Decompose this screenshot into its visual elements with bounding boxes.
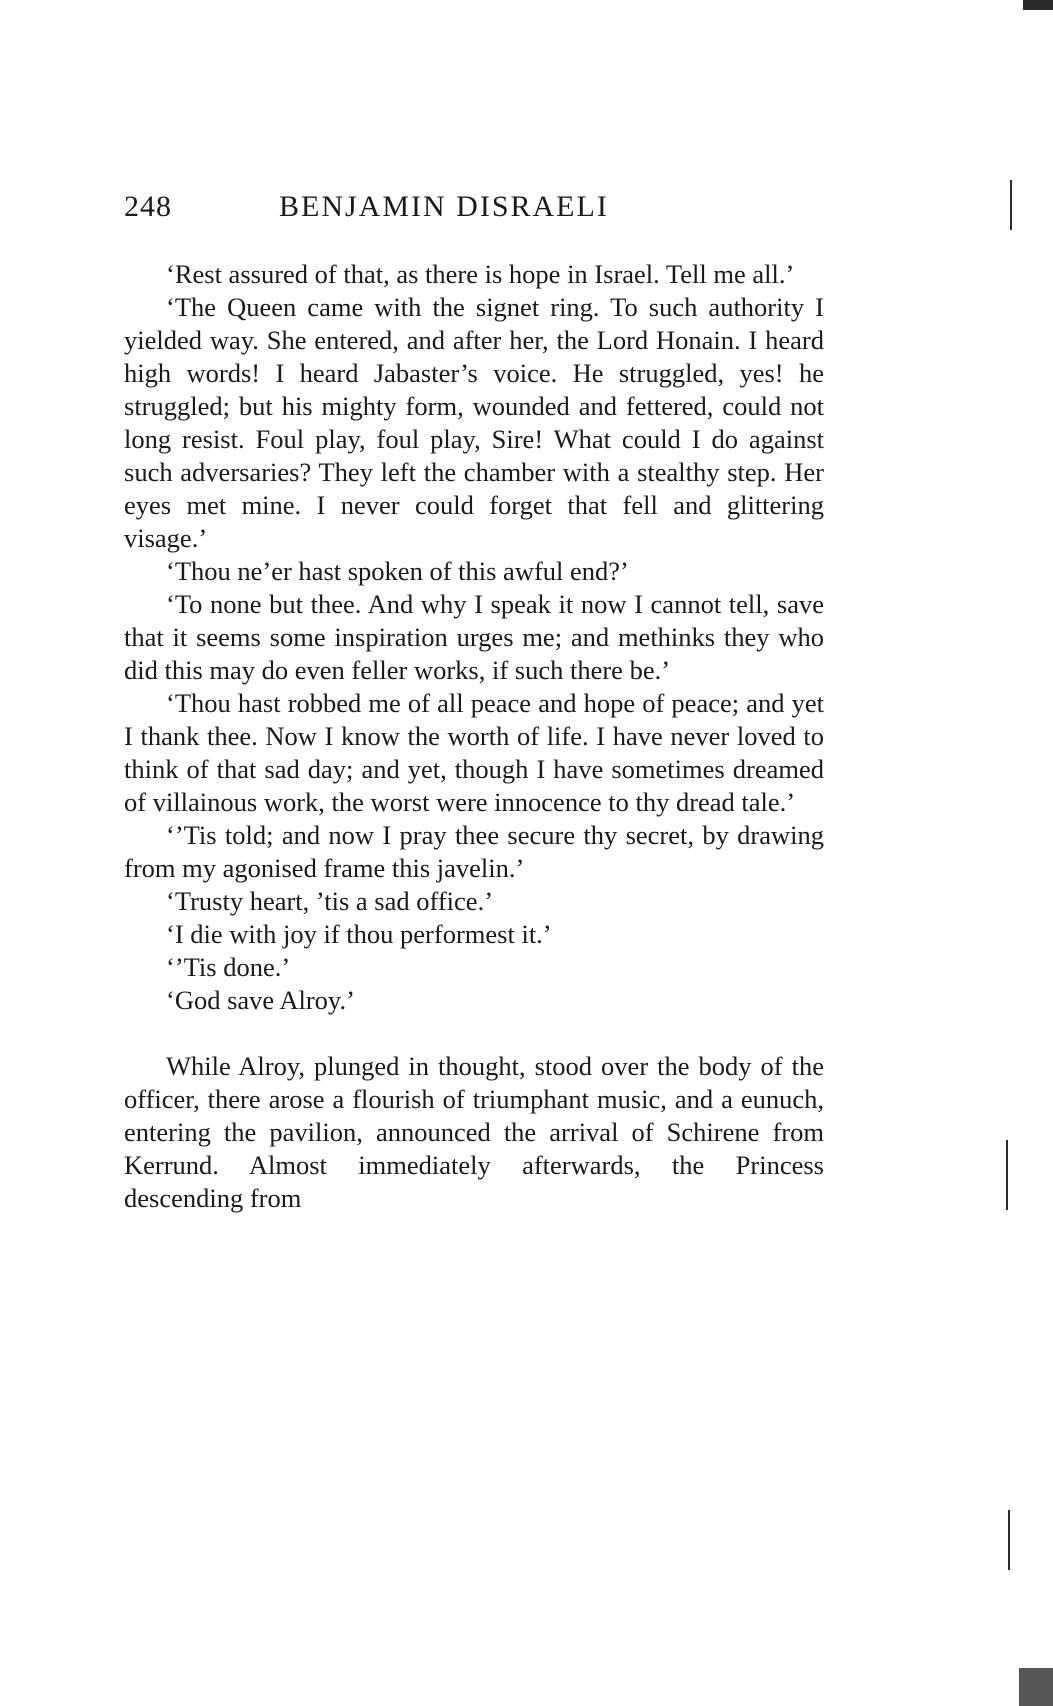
- page-header: [124, 190, 824, 234]
- dialogue-paragraph: ‘’Tis done.’: [166, 952, 291, 982]
- page-number: 248: [124, 190, 172, 223]
- dialogue-paragraph: ‘Thou ne’er hast spoken of this awful end?’: [166, 556, 629, 586]
- body-text: [124, 258, 824, 1215]
- dialogue-paragraph: ‘God save Alroy.’: [166, 985, 355, 1015]
- narrative-paragraph: While Alroy, plunged in thought, stood over the body of the officer, there arose a flourish of triumphant music, and a eunuch, entering the pavilion, announced the arrival of Schirene from Kerrund. Almost immediately afterwards, the Princess descending from: [124, 1051, 824, 1213]
- scan-edge-mark: [1023, 0, 1053, 10]
- dialogue-paragraph: ‘Thou hast robbed me of all peace and hope of peace; and yet I thank thee. Now I know the worth of life. I have never loved to think of that sad day; and yet, though I have sometimes dreamed of villainous work, the worst were innocence to thy dread tale.’: [124, 688, 824, 817]
- running-title: BENJAMIN DISRAELI: [279, 190, 609, 223]
- paragraph-gap: [124, 1017, 824, 1050]
- dialogue-paragraph: ‘Rest assured of that, as there is hope in Israel. Tell me all.’: [166, 259, 795, 289]
- scan-edge-mark: [1019, 1668, 1053, 1706]
- dialogue-paragraph: ‘I die with joy if thou performest it.’: [166, 919, 552, 949]
- dialogue-paragraph: ‘’Tis told; and now I pray thee secure thy secret, by drawing from my agonised frame this javelin.’: [124, 820, 824, 883]
- scan-edge-mark: [1006, 1140, 1008, 1210]
- scan-edge-mark: [1010, 180, 1012, 230]
- dialogue-paragraph: ‘To none but thee. And why I speak it now I cannot tell, save that it seems some inspiration urges me; and methinks they who did this may do even feller works, if such there be.’: [124, 589, 824, 685]
- dialogue-paragraph: ‘The Queen came with the signet ring. To such authority I yielded way. She entered, and after her, the Lord Honain. I heard high words! I heard Jabaster’s voice. He struggled, yes! he struggled; but his mighty form, wounded and fettered, could not long resist. Foul play, foul play, Sire! What could I do against such adversaries? They left the chamber with a stealthy step. Her eyes met mine. I never could forget that fell and glittering visage.’: [124, 292, 824, 553]
- dialogue-paragraph: ‘Trusty heart, ’tis a sad office.’: [166, 886, 494, 916]
- scan-edge-mark: [1008, 1510, 1010, 1570]
